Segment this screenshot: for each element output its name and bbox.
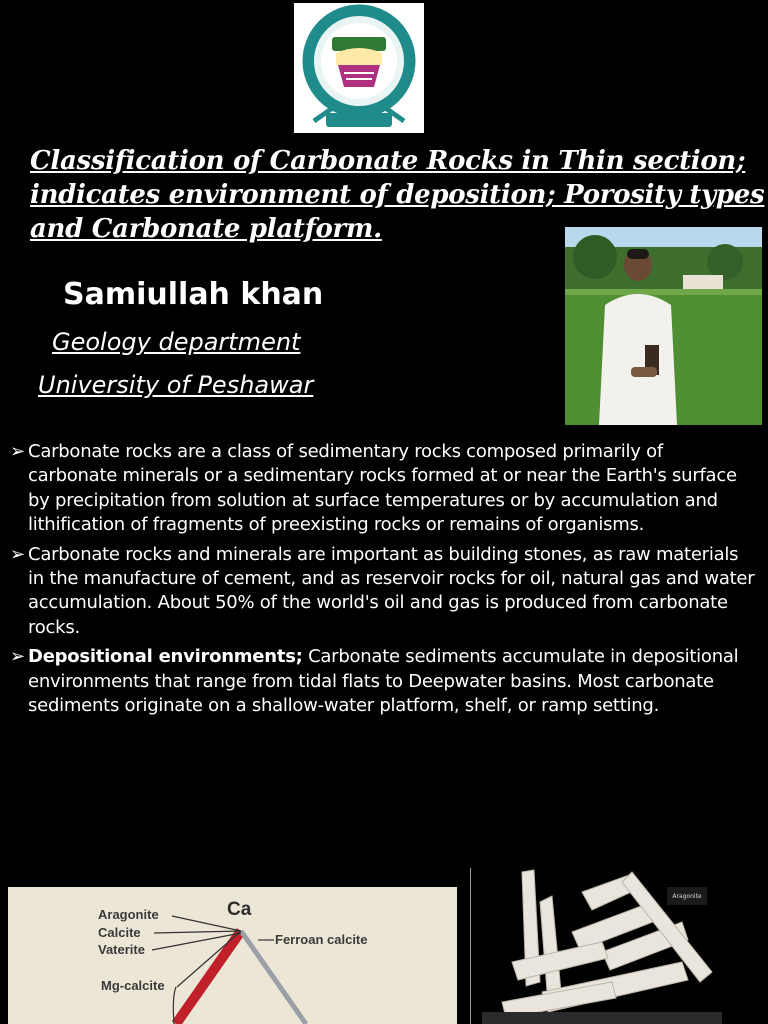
bullet-text: Carbonate rocks are a class of sedimentary rocks composed primarily of carbonate minerals or a sedimentary rocks formed at or near the Earth's surface by precipitation from solution at surface temperatures or by accumulation and lithification of fragments of preexisting rocks or remains of organisms.	[28, 441, 737, 536]
department-logo	[294, 3, 424, 133]
bullet-list	[10, 440, 755, 723]
bullet-item	[10, 440, 755, 538]
affiliation-university: University of Peshawar	[38, 371, 314, 399]
ternary-apex-label: Ca	[227, 899, 252, 920]
author-name: Samiullah khan	[63, 277, 324, 312]
arrow-bullet-icon: ➢	[10, 441, 25, 462]
aragonite-tag: Aragonite	[667, 887, 707, 905]
arrow-bullet-icon: ➢	[10, 543, 25, 565]
image-divider	[470, 868, 471, 1024]
bullet-text: Carbonate sediments accumulate in depositional environments that range from tidal flats to Deepwater basins. Most carbonate sediments originate on a shallow-water platform, shelf, or ramp setting.	[28, 646, 739, 717]
ternary-label-ferroan-calcite: Ferroan calcite	[275, 932, 368, 947]
author-photo	[565, 227, 762, 425]
bullet-heading: Depositional environments;	[28, 646, 303, 668]
ternary-label-mg-calcite: Mg-calcite	[101, 978, 165, 993]
bullet-item	[10, 645, 755, 718]
bullet-item	[10, 543, 755, 641]
ternary-label-vaterite: Vaterite	[98, 942, 145, 957]
bullet-text: Carbonate rocks and minerals are important as building stones, as raw materials in the manufacture of cement, and as reservoir rocks for oil, natural gas and water accumulation. About 50% of the world's oil and gas is produced from carbonate rocks.	[28, 543, 755, 638]
affiliation-department: Geology department	[52, 328, 301, 356]
ternary-label-aragonite: Aragonite	[98, 907, 159, 922]
carbonate-ternary-diagram	[8, 887, 457, 1024]
ternary-label-calcite: Calcite	[98, 925, 141, 940]
page-title: Classification of Carbonate Rocks in Thin section; indicates environment of deposition; Porosity types and Carbonate platform.	[30, 146, 765, 244]
geology-seal-icon	[294, 3, 424, 133]
arrow-bullet-icon: ➢	[10, 646, 25, 668]
